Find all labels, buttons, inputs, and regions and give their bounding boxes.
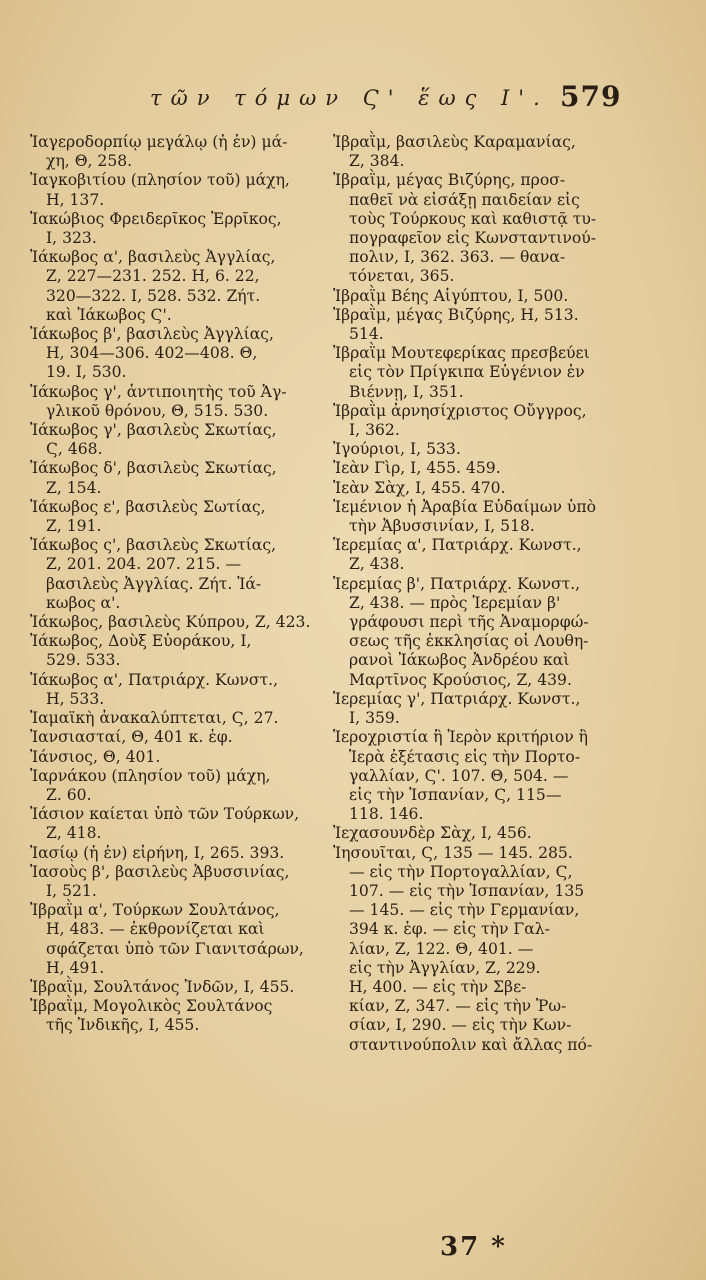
index-entry-line: Ἰασοὺς β', βασιλεὺς Ἀβυσσινίας, [30, 862, 290, 881]
index-entry [333, 287, 631, 306]
index-entry-line: γράφουσι περὶ τῆς Ἀναμορφώ- [349, 613, 589, 632]
index-entry-line: Ι, 359. [349, 709, 400, 728]
index-entry-line: σταντινούπολιν καὶ ἄλλας πό- [349, 1035, 593, 1054]
index-entry-line: Ζ, 201. 204. 207. 215. — [46, 555, 242, 574]
index-entry [333, 459, 631, 478]
index-entry-line: τὴν Ἀβυσσινίαν, Ι, 518. [349, 517, 535, 536]
index-entry-line: τόνεται, 365. [349, 267, 455, 286]
index-entry-line: γαλλίαν, Ϛ'. 107. Θ, 504. — [349, 766, 569, 785]
index-entry [30, 498, 320, 536]
index-entry [30, 805, 320, 843]
index-entry-line: Ζ, 438. [349, 555, 405, 574]
index-entry [30, 459, 320, 497]
index-entry-line: Ἰάκωβος α', Πατριάρχ. Κωνστ., [30, 670, 279, 689]
index-entry-line: εἰς τὴν Ἀγγλίαν, Ζ, 229. [349, 958, 541, 977]
index-entry [30, 421, 320, 459]
index-entry [30, 901, 320, 978]
index-entry [333, 824, 631, 843]
index-entry-line: Ἰβραῒμ ἀρνησίχριστος Οὔγγρος, [333, 401, 587, 420]
index-entry [30, 844, 320, 863]
index-entry-line: σίαν, Ι, 290. — εἰς τὴν Κων- [349, 1016, 572, 1035]
index-entry-line: Ἰαγεροδορπίῳ μεγάλῳ (ἡ ἐν) μά- [30, 133, 288, 151]
index-column-right [333, 133, 631, 1055]
index-entry [333, 479, 631, 498]
index-entry-line: 320—322. Ι, 528. 532. Ζήτ. [46, 286, 261, 305]
index-entry-line: 118. 146. [349, 805, 424, 824]
index-entry [30, 171, 320, 209]
index-entry-line: Ζ. 60. [46, 785, 92, 804]
index-entry-line: βασιλεὺς Ἀγγλίας. Ζήτ. Ἰά- [46, 574, 262, 593]
index-entry-line: 107. — εἰς τὴν Ἱσπανίαν, 135 [349, 881, 585, 900]
index-entry-line: Ἰάκωβος β', βασιλεὺς Ἀγγλίας, [30, 325, 274, 344]
index-entry-line: Ζ, 191. [46, 517, 102, 536]
index-entry [333, 171, 631, 286]
index-entry [333, 844, 631, 1055]
index-entry-line: Ἰαρνάκου (πλησίον τοῦ) μάχη, [30, 766, 271, 785]
index-entry [333, 728, 631, 824]
index-entry-line: ρανοὶ Ἰάκωβος Ἀνδρέου καὶ [349, 651, 570, 670]
index-entry [30, 383, 320, 421]
index-entry-line: κίαν, Ζ, 347. — εἰς τὴν Ῥω- [349, 997, 567, 1016]
index-entry-line: Ζ, 384. [349, 152, 405, 171]
index-entry [30, 671, 320, 709]
index-entry-line: Ἰάκωβος ε', βασιλεὺς Σωτίας, [30, 497, 266, 516]
index-entry-line: Ι, 521. [46, 881, 97, 900]
index-entry-line: Ἰβραῒμ, Μογολικὸς Σουλτάνος [30, 997, 273, 1016]
index-entry [30, 748, 320, 767]
index-entry [30, 767, 320, 805]
index-entry-line: Ἱεροχριστία ἢ Ἱερὸν κριτήριον ἢ [333, 728, 589, 747]
index-entry-line: Ἰάκωβος γ', ἀντιποιητὴς τοῦ Ἀγ- [30, 382, 287, 401]
index-entry-line: 394 κ. ἑφ. — εἰς τὴν Γαλ- [349, 920, 550, 939]
index-entry-line: γλικοῦ θρόνου, Θ, 515. 530. [46, 401, 269, 420]
index-entry-line: λίαν, Ζ, 122. Θ, 401. — [349, 939, 534, 958]
index-entry-line: Ἰβραῒμ Βέης Αἰγύπτου, Ι, 500. [333, 286, 569, 305]
index-entry-line: Ἰεὰν Σὰχ, Ι, 455. 470. [333, 478, 506, 497]
index-entry-line: Ζ, 418. [46, 824, 102, 843]
index-entry-line: Βιέννῃ, Ι, 351. [349, 382, 464, 401]
index-entry-line: πολιν, Ι, 362. 363. — θανα- [349, 248, 566, 267]
index-entry-line: Ἰάκωβος ς', βασιλεὺς Σκωτίας, [30, 536, 277, 555]
index-entry-line: Ἰάκωβος δ', βασιλεὺς Σκωτίας, [30, 459, 277, 478]
index-entry [30, 632, 320, 670]
index-entry-line: Ἰασίῳ (ἡ ἐν) εἰρήνη, Ι, 265. 393. [30, 843, 285, 862]
index-entry-line: Ἰανσιασταί, Θ, 401 κ. ἑφ. [30, 728, 233, 747]
running-head: τῶν τόμων Ϛ' ἕως Ι'. [150, 86, 549, 110]
index-entry-line: Ἰβραῒμ, βασιλεὺς Καραμανίας, [333, 133, 576, 151]
index-entry-line: Ἰβραῒμ, μέγας Βιζύρης, προσ- [333, 171, 566, 190]
index-entry-line: πογραφεῖον εἰς Κωνσταντινού- [349, 229, 596, 248]
index-entry-line: Η, 483. — ἐκθρονίζεται καὶ [46, 920, 265, 939]
index-entry-line: Ἱερεμίας γ', Πατριάρχ. Κωνστ., [333, 689, 581, 708]
index-entry [30, 325, 320, 383]
index-entry-line: Ἰάκωβος α', βασιλεὺς Ἀγγλίας, [30, 248, 276, 267]
index-entry [30, 133, 320, 171]
index-entry-line: εἰς τὸν Πρίγκιπα Εὐγένιον ἐν [349, 363, 585, 382]
index-entry-line: Ἰάκωβος γ', βασιλεὺς Σκωτίας, [30, 421, 277, 440]
index-entry-line: Ἰαγκοβιτίου (πλησίον τοῦ) μάχη, [30, 171, 290, 190]
index-entry [333, 133, 631, 171]
index-entry [30, 248, 320, 325]
index-entry-line: Η, 533. [46, 689, 105, 708]
index-entry [333, 498, 631, 536]
index-entry-line: σεως τῆς ἐκκλησίας οἱ Λουθη- [349, 632, 589, 651]
index-entry-line: 529. 533. [46, 651, 121, 670]
index-entry [333, 536, 631, 574]
index-entry-line: Ι, 362. [349, 421, 400, 440]
index-entry-line: κωβος α'. [46, 593, 121, 612]
index-entry [30, 978, 320, 997]
index-entry-line: 514. [349, 325, 384, 344]
index-entry-line: Ἰεχασουνδὲρ Σὰχ, Ι, 456. [333, 824, 532, 843]
index-entry-line: Ἰαμαϊκὴ ἀνακαλύπτεται, Ϛ, 27. [30, 709, 279, 728]
index-entry-line: χη, Θ, 258. [46, 152, 133, 171]
page-number: 579 [560, 80, 622, 113]
index-entry [333, 402, 631, 440]
index-entry-line: τῆς Ἰνδικῆς, Ι, 455. [46, 1016, 200, 1035]
index-entry-line: Ἰβραῒμ Μουτεφερίκας πρεσβεύει [333, 344, 590, 363]
index-entry-line: Η, 137. [46, 190, 105, 209]
index-entry-line: εἰς τὴν Ἱσπανίαν, Ϛ, 115— [349, 785, 562, 804]
index-entry-line: τοὺς Τούρκους καὶ καθιστᾷ τυ- [349, 209, 597, 228]
index-entry [333, 344, 631, 402]
index-entry-line: σφάζεται ὑπὸ τῶν Γιανιτσάρων, [46, 939, 304, 958]
index-entry-line: Ἰγούριοι, Ι, 533. [333, 440, 461, 459]
index-entry-line: Ζ, 154. [46, 478, 102, 497]
index-entry-line: Ἰάκωβος, βασιλεὺς Κύπρου, Ζ, 423. [30, 613, 311, 632]
index-entry-line: Ἰάσιον καίεται ὑπὸ τῶν Τούρκων, [30, 805, 300, 824]
index-entry-line: Ζ, 227—231. 252. Η, 6. 22, [46, 267, 260, 286]
index-entry [30, 863, 320, 901]
index-entry-line: Η, 304—306. 402—408. Θ, [46, 344, 258, 363]
index-entry-line: Ἱερὰ ἐξέτασις εἰς τὴν Πορτο- [349, 747, 581, 766]
index-entry-line: καὶ Ἰάκωβος Ϛ'. [46, 305, 172, 324]
index-entry-line: Ἰβραῒμ, Σουλτάνος Ἰνδῶν, Ι, 455. [30, 977, 295, 996]
index-entry-line: Η, 491. [46, 958, 105, 977]
index-entry-line: παθεῖ νὰ εἰσάξῃ παιδείαν εἰς [349, 190, 580, 209]
index-entry-line: Ἰβραῒμ, μέγας Βιζύρης, Η, 513. [333, 305, 579, 324]
index-column-left [30, 133, 320, 1036]
index-entry-line: Ἰβραῒμ α', Τούρκων Σουλτάνος, [30, 901, 280, 920]
index-entry [30, 536, 320, 613]
index-entry-line: Ι, 323. [46, 229, 97, 248]
index-entry-line: 19. Ι, 530. [46, 363, 127, 382]
index-entry [333, 690, 631, 728]
index-entry-line: Ἰεμένιον ἡ Ἀραβία Εὐδαίμων ὑπὸ [333, 497, 597, 516]
index-entry-line: — εἰς τὴν Πορτογαλλίαν, Ϛ, [349, 862, 573, 881]
index-entry [333, 440, 631, 459]
index-entry [30, 997, 320, 1035]
index-entry [30, 613, 320, 632]
index-entry-line: Ζ, 438. — πρὸς Ἱερεμίαν β' [349, 593, 561, 612]
index-entry-line: Ἰάνσιος, Θ, 401. [30, 747, 161, 766]
index-entry-line: Ἱερεμίας β', Πατριάρχ. Κωνστ., [333, 574, 581, 593]
index-entry-line: — 145. — εἰς τὴν Γερμανίαν, [349, 901, 580, 920]
index-entry [333, 575, 631, 690]
index-entry-line: Ἱερεμίας α', Πατριάρχ. Κωνστ., [333, 536, 582, 555]
index-entry-line: Η, 400. — εἰς τὴν Σβε- [349, 977, 527, 996]
index-entry-line: Ἰησουῖται, Ϛ, 135 — 145. 285. [333, 843, 573, 862]
index-entry-line: Ἰακώβιος Φρειδερῖκος Ἐρρῖκος, [30, 209, 282, 228]
index-entry-line: Ϛ, 468. [46, 440, 103, 459]
index-entry-line: Ἰεὰν Γὶρ, Ι, 455. 459. [333, 459, 501, 478]
index-entry-line: Ἰάκωβος, Δοὺξ Εὐοράκου, Ι, [30, 632, 252, 651]
index-entry [30, 210, 320, 248]
printer-signature-mark: 37 * [440, 1232, 507, 1262]
index-entry [30, 728, 320, 747]
index-entry [30, 709, 320, 728]
index-entry-line: Μαρτῖνος Κρούσιος, Ζ, 439. [349, 670, 572, 689]
index-entry [333, 306, 631, 344]
